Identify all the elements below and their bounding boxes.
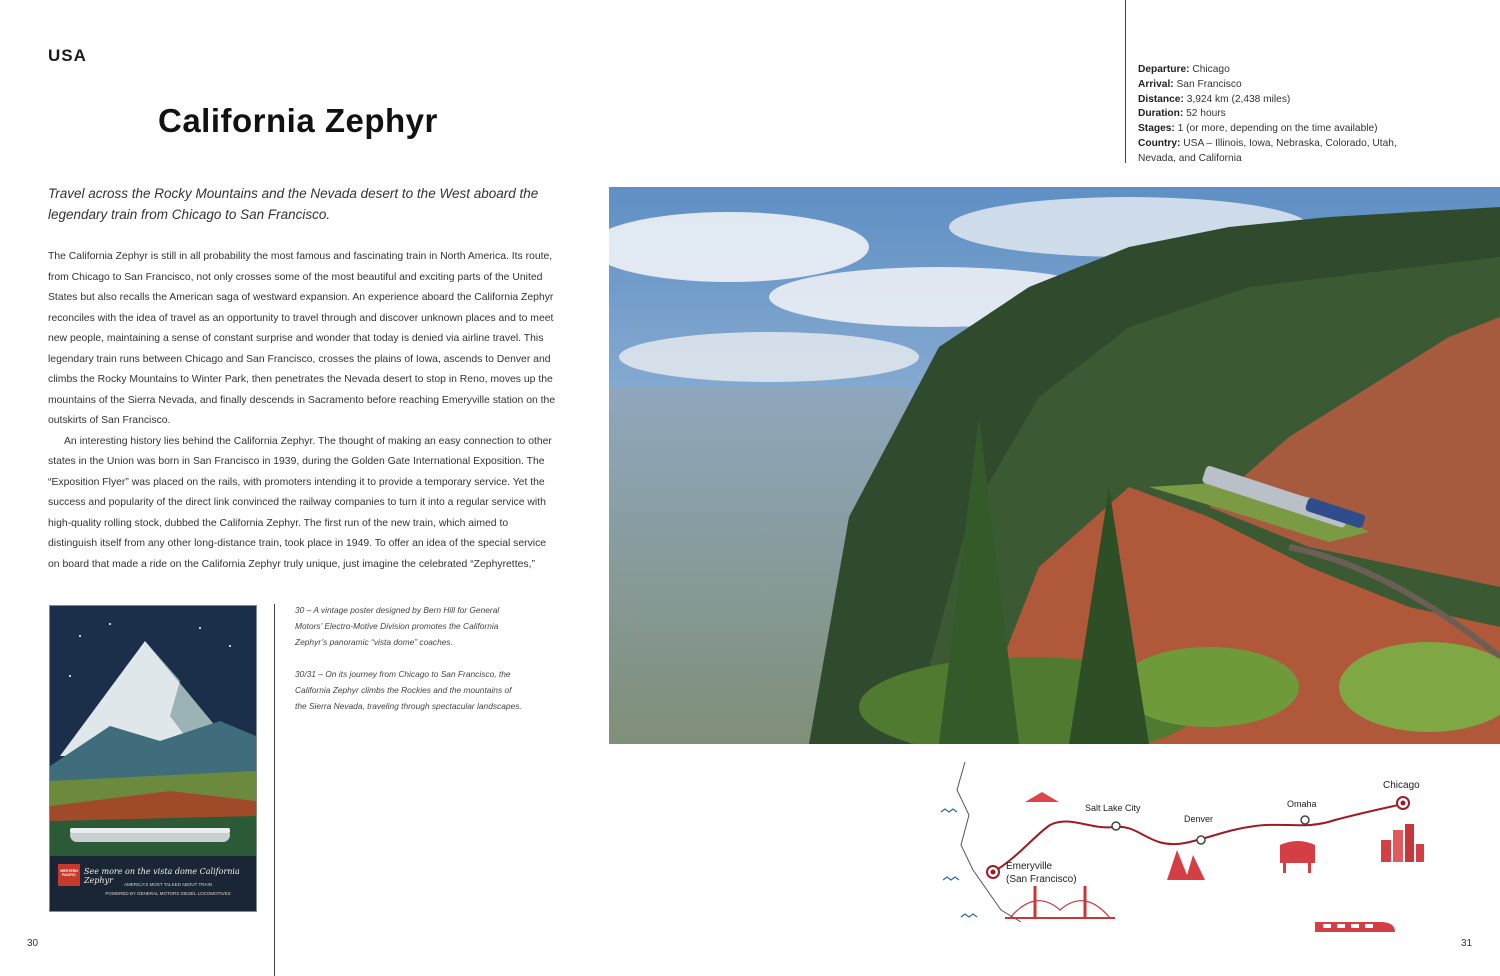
page-number-right: 31: [1461, 938, 1473, 949]
train-icon: [1315, 922, 1395, 932]
fact-value: Chicago: [1192, 64, 1230, 75]
fact-value: 3,924 km (2,438 miles): [1186, 93, 1291, 105]
station-marker-salt-lake-city: [1112, 822, 1120, 830]
caption-poster: 30 – A vintage poster designed by Bern Hill for General Motors’ Electro-Motive Division promotes the California Zephyr’s panoramic “vista dome” coaches.: [295, 605, 500, 647]
coastline: [957, 762, 1021, 922]
caption-photo: 30/31 – On its journey from Chicago to San Francisco, the California Zephyr climbs the Rockies and the mountains of the Sierra Nevada, traveling through spectacular landscapes.: [295, 669, 522, 711]
fact-key: Departure:: [1138, 64, 1190, 75]
city-skyline-icon: [1381, 824, 1424, 862]
route-map: [925, 760, 1445, 940]
station-marker-emeryville: [987, 866, 999, 878]
fact-value: USA – Illinois, Iowa, Nebraska, Colorado, Utah, Nevada, and California: [1138, 137, 1397, 164]
fact-key: Duration:: [1138, 108, 1184, 120]
fact-value: 52 hours: [1186, 108, 1226, 120]
station-marker-denver: [1197, 836, 1205, 844]
fact-row: [1138, 63, 1408, 78]
fact-row: [1138, 78, 1408, 93]
map-label-emeryville: Emeryville: [1006, 861, 1053, 872]
fact-row: [1138, 137, 1408, 167]
fact-key: Stages:: [1138, 123, 1175, 135]
captions: [295, 602, 525, 730]
poster-powered-line: POWERED BY GENERAL MOTORS DIESEL LOCOMOTIVES: [105, 891, 231, 896]
map-label-chicago: Chicago: [1383, 780, 1420, 791]
vintage-poster: [49, 605, 257, 912]
station-marker-omaha: [1301, 816, 1309, 824]
mountain-icon: [1025, 792, 1059, 802]
fact-key: Arrival:: [1138, 78, 1174, 90]
fact-row: [1138, 93, 1408, 108]
fact-row: [1138, 122, 1408, 137]
fact-key: Country:: [1138, 137, 1181, 149]
landscape-photo: [609, 187, 1500, 744]
trip-facts: [1138, 63, 1408, 167]
page-number-left: 30: [27, 938, 39, 949]
golden-gate-bridge-icon: [1005, 886, 1115, 918]
station-marker-chicago: [1397, 797, 1409, 809]
map-label-san-francisco: (San Francisco): [1006, 874, 1077, 885]
poster-badge-text: WESTERN PACIFIC: [60, 869, 78, 877]
fact-value: San Francisco: [1176, 78, 1242, 90]
fact-value: 1 (or more, depending on the time available): [1177, 123, 1378, 135]
wave-icon: [961, 914, 977, 917]
map-label-denver: Denver: [1184, 814, 1214, 824]
map-label-salt-lake-city: Salt Lake City: [1085, 803, 1141, 813]
fact-row: [1138, 107, 1408, 122]
gutter-divider: [274, 604, 275, 976]
poster-illustration: [50, 606, 256, 911]
poster-subline: AMERICA'S MOST TALKED ABOUT TRAIN: [124, 882, 212, 887]
body-text: [48, 247, 558, 575]
wave-icon: [941, 809, 957, 812]
body-paragraph: An interesting history lies behind the California Zephyr. The thought of making an easy connection to other states in the Union was born in San Francisco in 1939, during the Golden Gate International Exposition. The “Exposition Flyer” was placed on the rails, with promoters intending it to provide a temporary service. Yet the success and popularity of the direct link convinced the railway companies to turn it into a regular service with high-quality rolling stock, dubbed the California Zephyr. The first run of the new train, which aimed to distinguish itself from any other long-distance train, took place in 1949. To offer an idea of the special service on board that made a ride on the California Zephyr truly unique, just imagine the celebrated “Zephyrettes,”: [48, 435, 552, 570]
route-map-graphic: [925, 760, 1445, 940]
rock-formation-icon: [1167, 850, 1205, 880]
cow-icon: [1280, 841, 1315, 873]
map-label-omaha: Omaha: [1287, 799, 1317, 809]
poster-headline: See more on the vista dome California Zephyr: [84, 867, 240, 885]
body-paragraph: The California Zephyr is still in all probability the most famous and fascinating train in North America. Its route, from Chicago to San Francisco, not only crosses some of the most beautiful and exciting parts of the United States but also recalls the American saga of westward expansion. An experience aboard the California Zephyr reconciles with the idea of travel as an opportunity to travel through and discover unknown places and to meet new people, maintaining a sense of constant surprise and wonder that today is denied via airline travel. This legendary train runs between Chicago and San Francisco, crosses the plains of Iowa, ascends to Denver and climbs the Rocky Mountains to Winter Park, then penetrates the Nevada desert to stop in Reno, moves up the mountains of the Sierra Nevada, and finally descends in Sacramento before reaching Emeryville station on the outskirts of San Francisco.: [48, 251, 556, 426]
country-label: USA: [48, 46, 87, 65]
fact-key: Distance:: [1138, 93, 1184, 105]
top-right-divider: [1125, 0, 1126, 163]
wave-icon: [943, 877, 959, 880]
mountain-train-photo: [609, 187, 1500, 744]
page-title: California Zephyr: [158, 102, 438, 139]
lead-paragraph: Travel across the Rocky Mountains and the Nevada desert to the West aboard the legendary train from Chicago to San Francisco.: [48, 186, 539, 222]
